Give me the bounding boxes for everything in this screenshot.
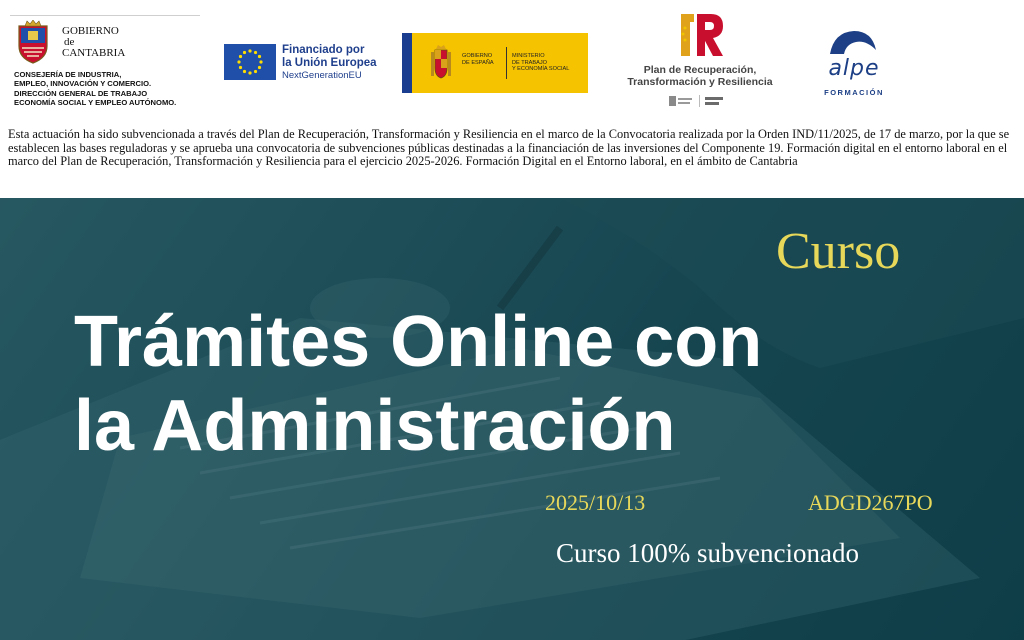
eu-funding-logo — [224, 42, 392, 82]
eu-flag-icon — [224, 44, 276, 80]
gobierno-espana-text — [462, 53, 494, 66]
header-logos-bar — [0, 0, 1024, 198]
prtr-small-logos-icon — [667, 94, 733, 108]
eu-funding-line2: la Unión Europea — [282, 57, 377, 69]
cantabria-name-line2: de — [64, 36, 75, 48]
prtr-logo — [615, 10, 785, 110]
alpe-wordmark: alpe — [828, 56, 880, 81]
spain-shield-icon — [430, 42, 452, 82]
gobierno-line2: DE ESPAÑA — [462, 59, 494, 66]
prtr-text — [615, 64, 785, 88]
cantabria-shield-icon — [16, 20, 50, 64]
course-title — [74, 300, 974, 468]
cantabria-dept-line4: ECONOMÍA SOCIAL Y EMPLEO AUTÓNOMO. — [14, 98, 177, 108]
cantabria-name-line1: GOBIERNO — [62, 25, 119, 37]
prtr-line1: Plan de Recuperación, — [643, 64, 757, 76]
course-title-line2: la Administración — [74, 386, 676, 466]
course-code: ADGD267PO — [808, 490, 933, 515]
eu-funding-text — [282, 44, 377, 82]
eu-funding-line1: Financiado por — [282, 44, 365, 56]
eu-funding-line3: NextGenerationEU — [282, 70, 362, 81]
ministerio-text — [512, 53, 569, 73]
course-date: 2025/10/13 — [545, 490, 646, 515]
alpe-wave-icon — [826, 28, 878, 56]
course-subsidy-note: Curso 100% subvencionado — [556, 538, 859, 568]
ministerio-line2: DE TRABAJO — [512, 59, 548, 66]
divider — [10, 15, 200, 16]
prtr-line2: Transformación y Resiliencia — [627, 76, 773, 88]
alpe-formacion-logo — [812, 28, 896, 102]
cantabria-dept-line3: DIRECCIÓN GENERAL DE TRABAJO — [14, 88, 148, 98]
funding-description: Esta actuación ha sido subvencionada a través del Plan de Recuperación, Transformación y Resiliencia en el marco de la Convocatoria realizada por la Orden IND/11/2025, de 17 de marzo, por la que se establecen las bases reguladoras y se aprueba una convocatoria de subvenciones públicas destinadas a la financiación de las inversiones del Componente 19. Formación digital en el entorno laboral en el marco del Plan de Recuperación, Transformación y Resiliencia para el ejercicio 2025-2026. Formación Digital en el Entorno laboral, en el ámbito de Cantabria — [8, 127, 1010, 169]
course-kicker: Curso — [776, 223, 901, 280]
gobierno-band — [402, 33, 412, 93]
course-title-line1: Trámites Online con — [74, 302, 763, 382]
prtr-logo-icon — [677, 10, 727, 58]
ministerio-line1: MINISTERIO — [512, 53, 545, 59]
alpe-subtitle: FORMACIÓN — [824, 88, 884, 97]
gobierno-espana-logo — [402, 33, 588, 93]
gobierno-separator — [506, 47, 507, 79]
ministerio-line3: Y ECONOMÍA SOCIAL — [512, 66, 570, 73]
cantabria-dept-line2: EMPLEO, INNOVACIÓN Y COMERCIO. — [14, 79, 152, 89]
cantabria-department — [14, 70, 176, 108]
cantabria-logo — [14, 18, 224, 110]
course-hero-banner — [0, 198, 1024, 640]
cantabria-dept-line1: CONSEJERÍA DE INDUSTRIA, — [14, 70, 122, 79]
gobierno-line1: GOBIERNO — [462, 53, 493, 59]
cantabria-name — [62, 26, 125, 59]
cantabria-name-line3: CANTABRIA — [62, 47, 126, 59]
